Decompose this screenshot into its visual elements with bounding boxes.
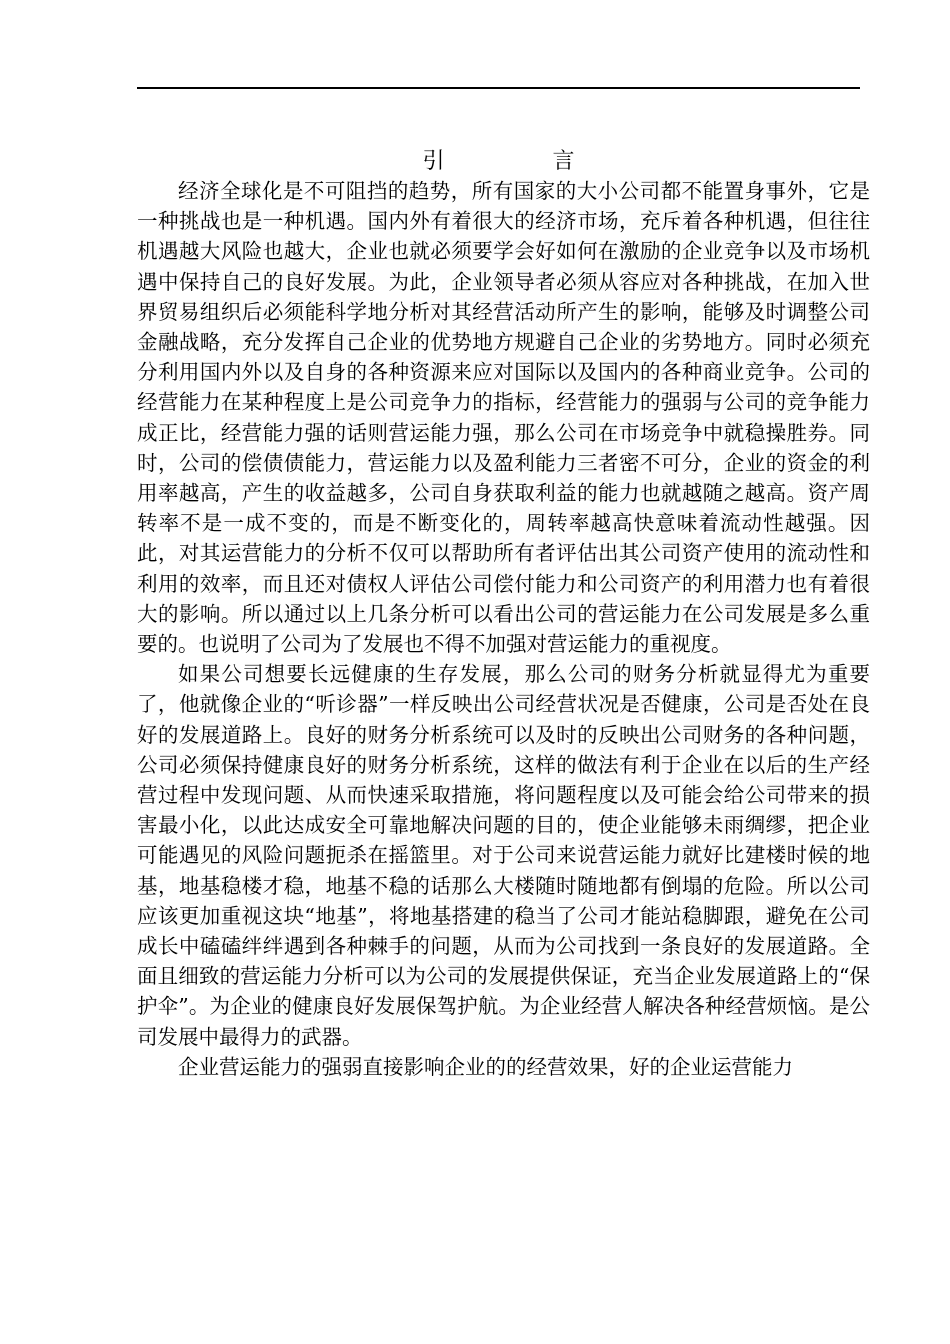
title-char-right: 言 — [552, 149, 575, 174]
page-title — [137, 146, 860, 178]
body-text — [137, 176, 870, 1082]
paragraph-1: 经济全球化是不可阻挡的趋势，所有国家的大小公司都不能置身事外，它是一种挑战也是一种机遇。国内外有着很大的经济市场，充斥着各种机遇，但往往机遇越大风险也越大，企业也就必须要学会好如何在激励的企业竞争以及市场机遇中保持自己的良好发展。为此，企业领导者必须从容应对各种挑战，在加入世界贸易组织后必须能科学地分析对其经营活动所产生的影响，能够及时调整公司金融战略，充分发挥自己企业的优势地方规避自己企业的劣势地方。同时必须充分利用国内外以及自身的各种资源来应对国际以及国内的各种商业竞争。公司的经营能力在某种程度上是公司竞争力的指标，经营能力的强弱与公司的竞争能力成正比，经营能力强的话则营运能力强，那么公司在市场竞争中就稳操胜券。同时，公司的偿债债能力，营运能力以及盈利能力三者密不可分，企业的资金的利用率越高，产生的收益越多，公司自身获取利益的能力也就越随之越高。资产周转率不是一成不变的，而是不断变化的，周转率越高快意味着流动性越强。因此，对其运营能力的分析不仅可以帮助所有者评估出其公司资产使用的流动性和利用的效率，而且还对债权人评估公司偿付能力和公司资产的利用潜力也有着很大的影响。所以通过以上几条分析可以看出公司的营运能力在公司发展是多么重要的。也说明了公司为了发展也不得不加强对营运能力的重视度。 — [137, 179, 870, 657]
title-char-left: 引 — [422, 149, 445, 174]
header-rule — [137, 87, 860, 89]
paragraph-3: 企业营运能力的强弱直接影响企业的的经营效果，好的企业运营能力 — [178, 1054, 793, 1079]
paragraph-2: 如果公司想要长远健康的生存发展，那么公司的财务分析就显得尤为重要了，他就像企业的“听诊器”一样反映出公司经营状况是否健康，公司是否处在良好的发展道路上。良好的财务分析系统可以及时的反映出公司财务的各种问题，公司必须保持健康良好的财务分析系统，这样的做法有利于企业在以后的生产经营过程中发现问题、从而快速采取措施，将问题程度以及可能会给公司带来的损害最小化，以此达成安全可靠地解决问题的目的，使企业能够未雨绸缪，把企业可能遇见的风险问题扼杀在摇篮里。对于公司来说营运能力就好比建楼时候的地基，地基稳楼才稳，地基不稳的话那么大楼随时随地都有倒塌的危险。所以公司应该更加重视这块“地基”，将地基搭建的稳当了公司才能站稳脚跟，避免在公司成长中磕磕绊绊遇到各种棘手的问题，从而为公司找到一条良好的发展道路。全面且细致的营运能力分析可以为公司的发展提供保证，充当企业发展道路上的“保护伞”。为企业的健康良好发展保驾护航。为企业经营人解决各种经营烦恼。是公司发展中最得力的武器。 — [137, 662, 870, 1049]
